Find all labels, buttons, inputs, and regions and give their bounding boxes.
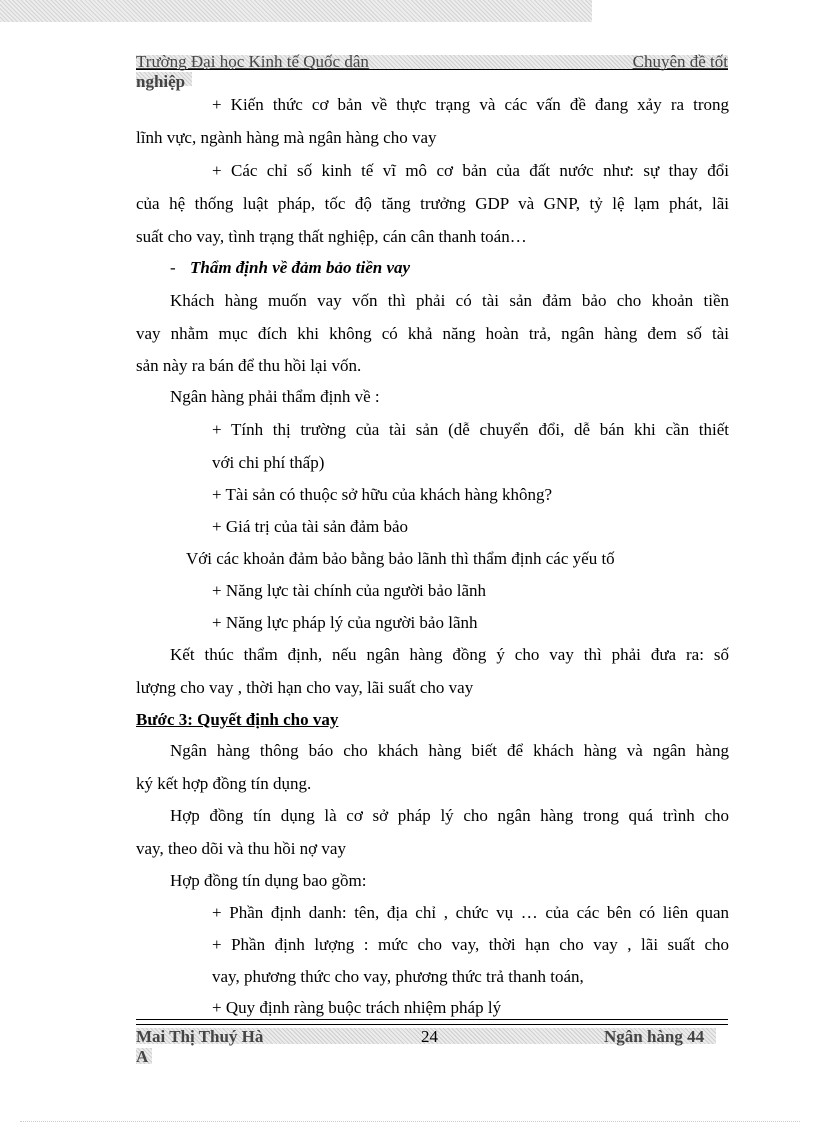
- page-bottom-edge: [20, 1121, 800, 1122]
- text-line: + Kiến thức cơ bản về thực trạng và các vấn đề đang xảy ra trong: [212, 95, 729, 114]
- text-line: ký kết hợp đồng tín dụng.: [136, 774, 312, 793]
- text-line: + Quy định ràng buộc trách nhiệm pháp lý: [212, 998, 502, 1017]
- text-line: suất cho vay, tình trạng thất nghiệp, cán cân thanh toán…: [136, 227, 527, 246]
- text-line: vay, phương thức cho vay, phương thức trả thanh toán,: [212, 967, 584, 986]
- section-heading: Thẩm định về đảm bảo tiền vay: [190, 258, 411, 277]
- text-line: + Phần định lượng : mức cho vay, thời hạn cho vay , lãi suất cho: [212, 935, 729, 954]
- text-line: + Phần định danh: tên, địa chỉ , chức vụ … của các bên có liên quan: [212, 903, 729, 922]
- page-header: [136, 52, 728, 91]
- text-line: Ngân hàng thông báo cho khách hàng biết để khách hàng và ngân hàng: [170, 741, 729, 760]
- text-line: Với các khoản đảm bảo bằng bảo lãnh thì thẩm định các yếu tố: [186, 549, 615, 568]
- text-line: + Các chỉ số kinh tế vĩ mô cơ bản của đất nước như: sự thay đổi: [212, 161, 729, 180]
- text-line: + Tài sản có thuộc sở hữu của khách hàng không?: [212, 485, 552, 504]
- header-doc-type: Chuyên đề tốt: [632, 52, 728, 71]
- footer-class: Ngân hàng 44: [604, 1027, 705, 1046]
- text-line: lượng cho vay , thời hạn cho vay, lãi suất cho vay: [136, 678, 474, 697]
- text-line: Khách hàng muốn vay vốn thì phải có tài sản đảm bảo cho khoản tiền: [170, 291, 729, 310]
- text-line: vay nhằm mục đích khi không có khả năng hoàn trả, ngân hàng đem số tài: [136, 324, 729, 343]
- text-line: với chi phí thấp): [212, 453, 325, 472]
- text-line: Hợp đồng tín dụng là cơ sở pháp lý cho ngân hàng trong quá trình cho: [170, 806, 729, 825]
- text-line: vay, theo dõi và thu hồi nợ vay: [136, 839, 346, 858]
- bullet-dash: -: [170, 258, 176, 277]
- top-decoration-bar: [0, 0, 592, 22]
- footer-page-number: 24: [421, 1027, 438, 1046]
- text-line: Hợp đồng tín dụng bao gồm:: [170, 871, 367, 890]
- footer-author-cont: A: [136, 1047, 149, 1066]
- text-line: Kết thúc thẩm định, nếu ngân hàng đồng ý cho vay thì phải đưa ra: số: [170, 645, 729, 664]
- text-line: + Năng lực tài chính của người bảo lãnh: [212, 581, 486, 600]
- text-line: + Tính thị trường của tài sản (dễ chuyển đổi, dễ bán khi cần thiết: [212, 420, 729, 439]
- text-line: + Giá trị của tài sản đảm bảo: [212, 517, 409, 536]
- footer-rule: [136, 1019, 728, 1025]
- text-line: Ngân hàng phải thẩm định về :: [170, 387, 380, 406]
- header-university: Trường Đại học Kinh tế Quốc dân: [136, 52, 369, 71]
- text-line: lĩnh vực, ngành hàng mà ngân hàng cho vay: [136, 128, 437, 147]
- text-line: của hệ thống luật pháp, tốc độ tăng trưởng GDP và GNP, tỷ lệ lạm phát, lãi: [136, 194, 729, 213]
- text-line: sản này ra bán để thu hồi lại vốn.: [136, 356, 362, 375]
- step-heading: Bước 3: Quyết định cho vay: [136, 710, 339, 729]
- text-line: + Năng lực pháp lý của người bảo lãnh: [212, 613, 478, 632]
- header-doc-type-cont: nghiệp: [136, 72, 186, 91]
- footer-author: Mai Thị Thuý Hà: [136, 1027, 264, 1046]
